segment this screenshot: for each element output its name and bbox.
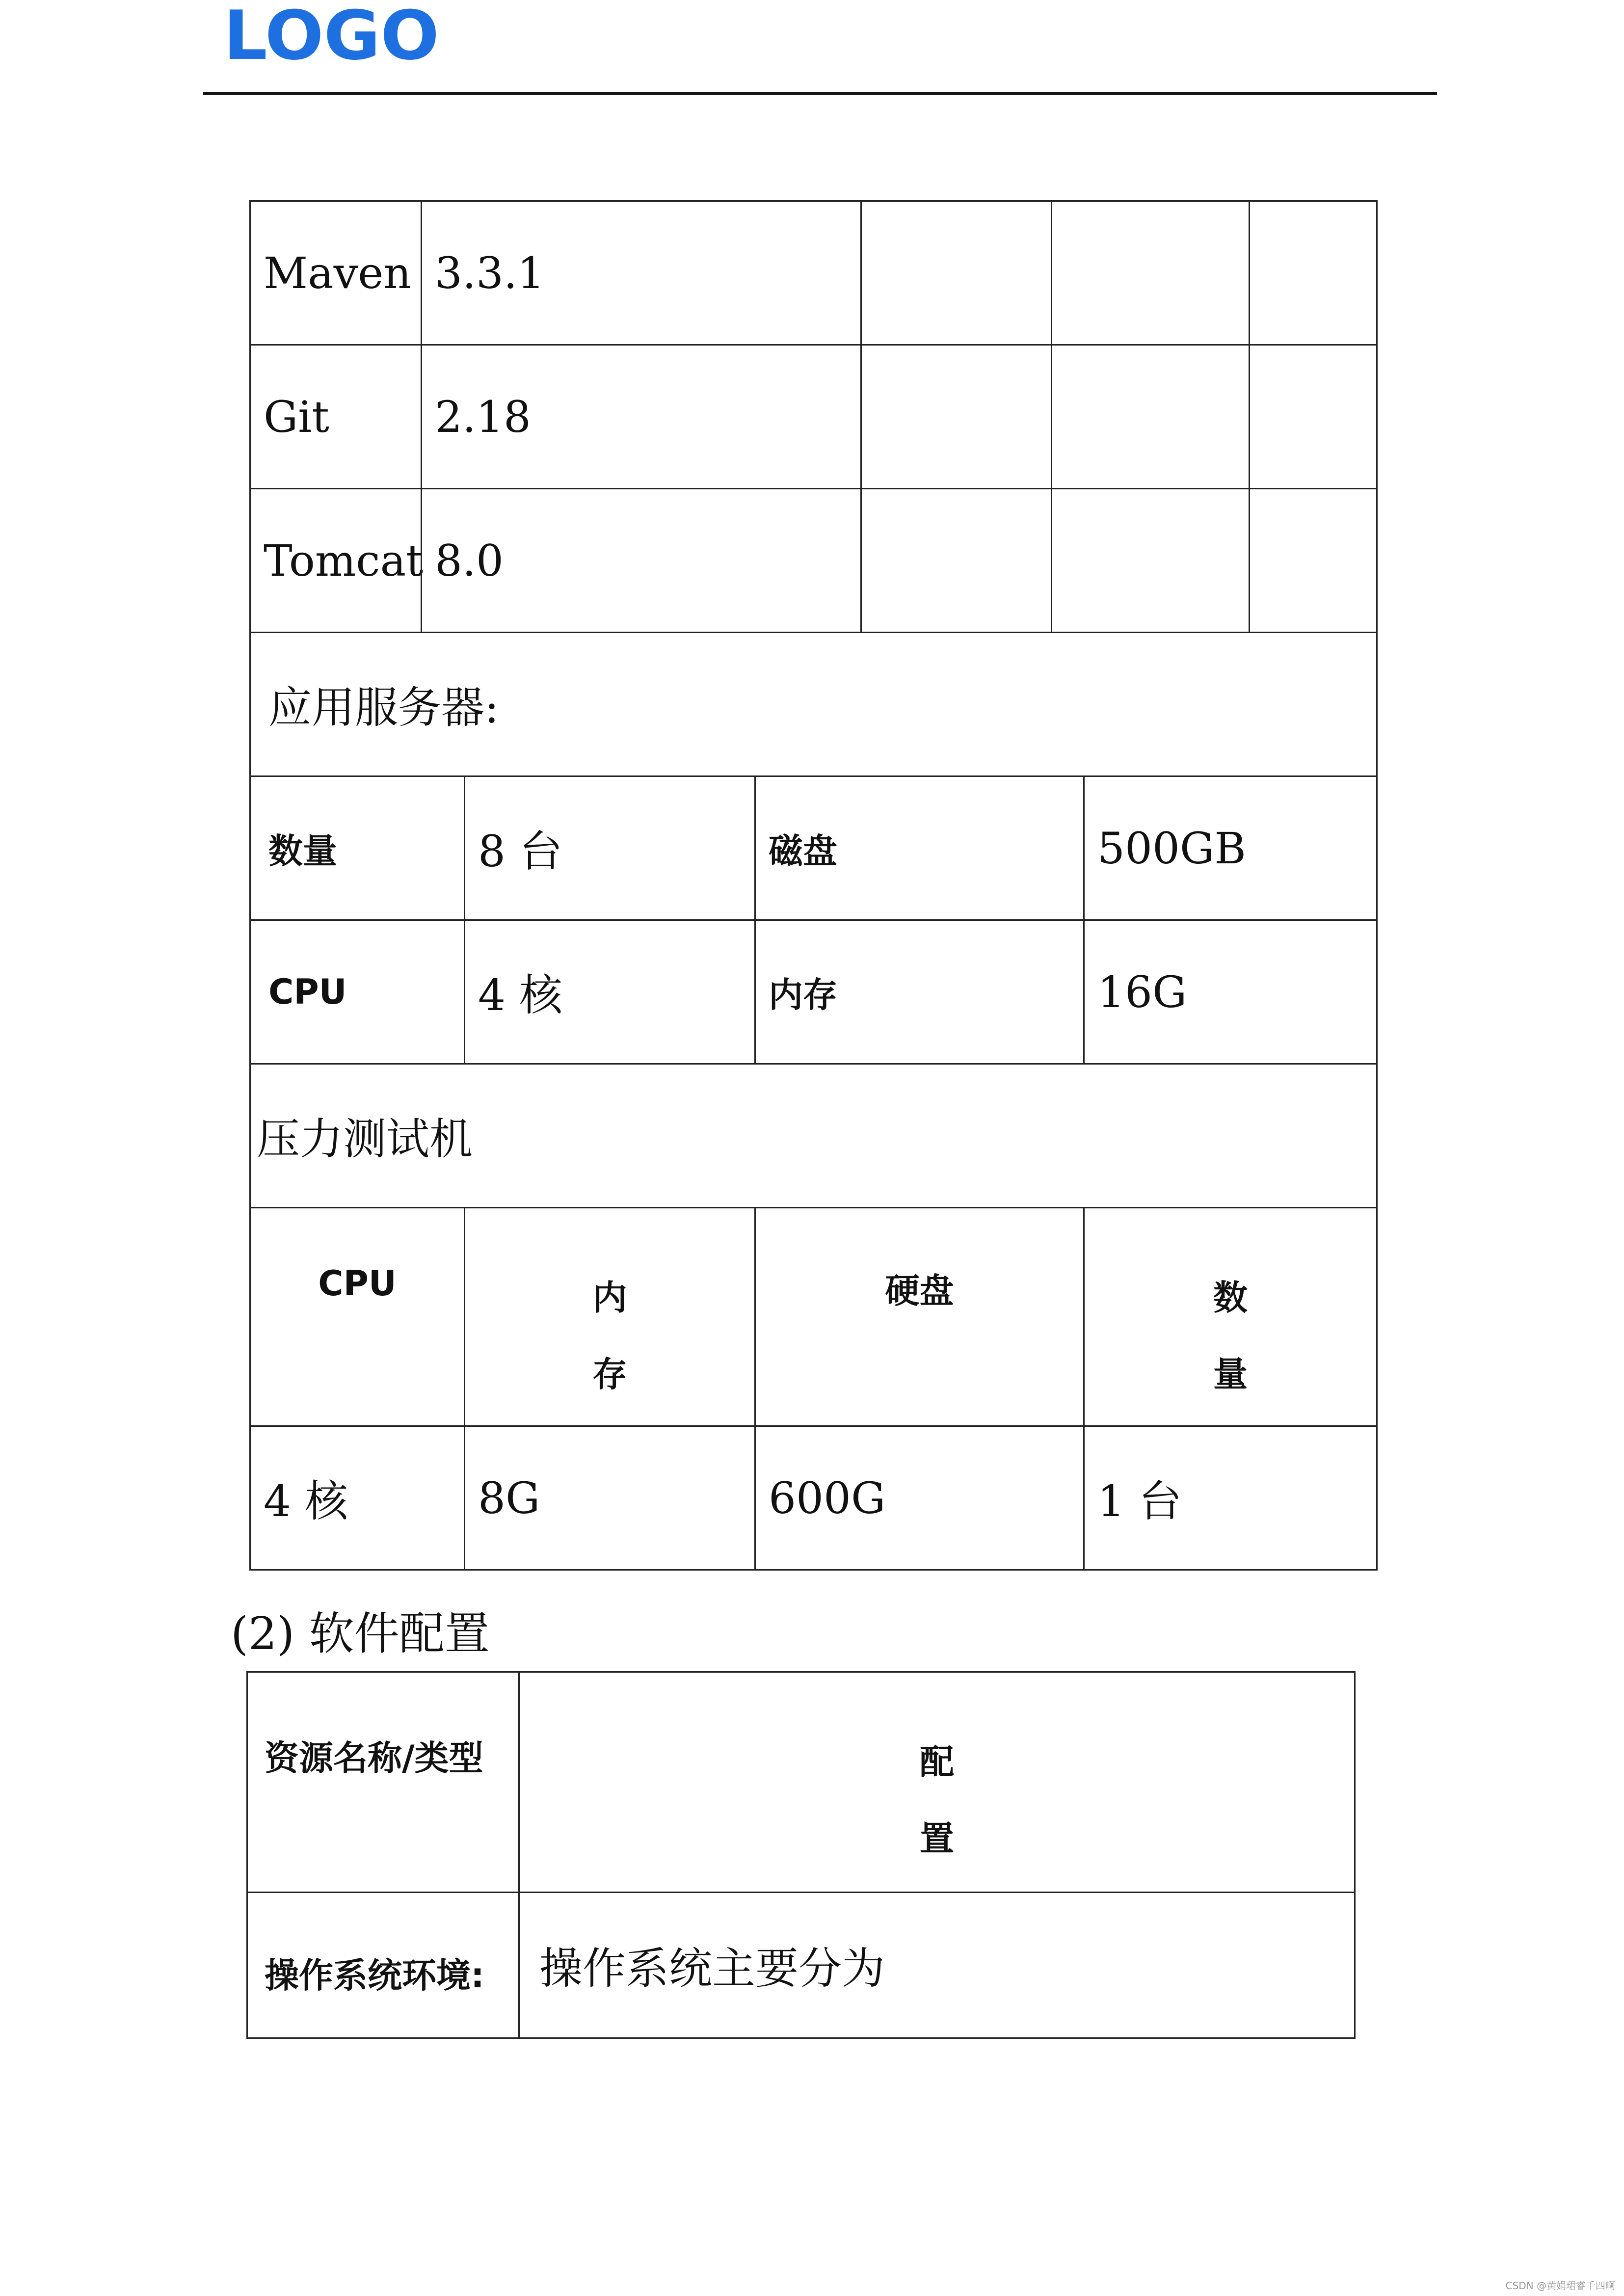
table-cell: 16G	[1083, 919, 1378, 1065]
table-cell: 500GB	[1083, 775, 1378, 921]
table-cell-empty	[1051, 488, 1250, 633]
table-cell: Maven	[249, 200, 422, 346]
table-cell-empty	[1249, 344, 1378, 489]
table-cell-empty	[860, 488, 1052, 633]
table-cell: 4 核	[464, 919, 756, 1065]
table-cell-empty	[1249, 488, 1378, 633]
table-cell: 操作系统环境:	[246, 1892, 520, 2039]
table-header-config: 配 置	[518, 1671, 1356, 1893]
table-header-disk: 硬盘	[754, 1207, 1085, 1427]
table-cell: Tomcat	[249, 488, 422, 633]
table-cell: 1 台	[1083, 1425, 1378, 1571]
table-cell-empty	[860, 344, 1052, 489]
table-cell-empty	[1051, 344, 1250, 489]
table-cell: 8.0	[421, 488, 862, 633]
stress-test-title: 压力测试机	[249, 1063, 1378, 1208]
table-cell-empty	[1051, 200, 1250, 346]
table-cell: 4 核	[249, 1425, 465, 1571]
table-cell: 3.3.1	[421, 200, 862, 346]
table-cell: 操作系统主要分为	[518, 1892, 1356, 2039]
table-header-count: 数 量	[1083, 1207, 1378, 1427]
header-divider	[203, 92, 1437, 95]
section-heading-software: (2) 软件配置	[231, 1607, 490, 1660]
app-server-title: 应用服务器:	[249, 632, 1378, 777]
table-cell-empty	[860, 200, 1052, 346]
table-header-cpu: CPU	[249, 1207, 465, 1427]
table-cell: 8 台	[464, 775, 756, 921]
table-header-resource: 资源名称/类型	[246, 1671, 520, 1893]
watermark: CSDN @黄娟珺睿千四啊	[1505, 2280, 1615, 2292]
table-cell: 磁盘	[754, 775, 1085, 921]
logo	[223, 4, 439, 65]
table-cell: CPU	[249, 919, 465, 1065]
table-cell: 2.18	[421, 344, 862, 489]
table-cell: 内存	[754, 919, 1085, 1065]
table-cell: 8G	[464, 1425, 756, 1571]
table-cell: 数量	[249, 775, 465, 921]
table-header-memory: 内 存	[464, 1207, 756, 1427]
table-cell: Git	[249, 344, 422, 489]
table-cell: 600G	[754, 1425, 1085, 1571]
logo-text: LOGO	[223, 4, 439, 65]
table-cell-empty	[1249, 200, 1378, 346]
